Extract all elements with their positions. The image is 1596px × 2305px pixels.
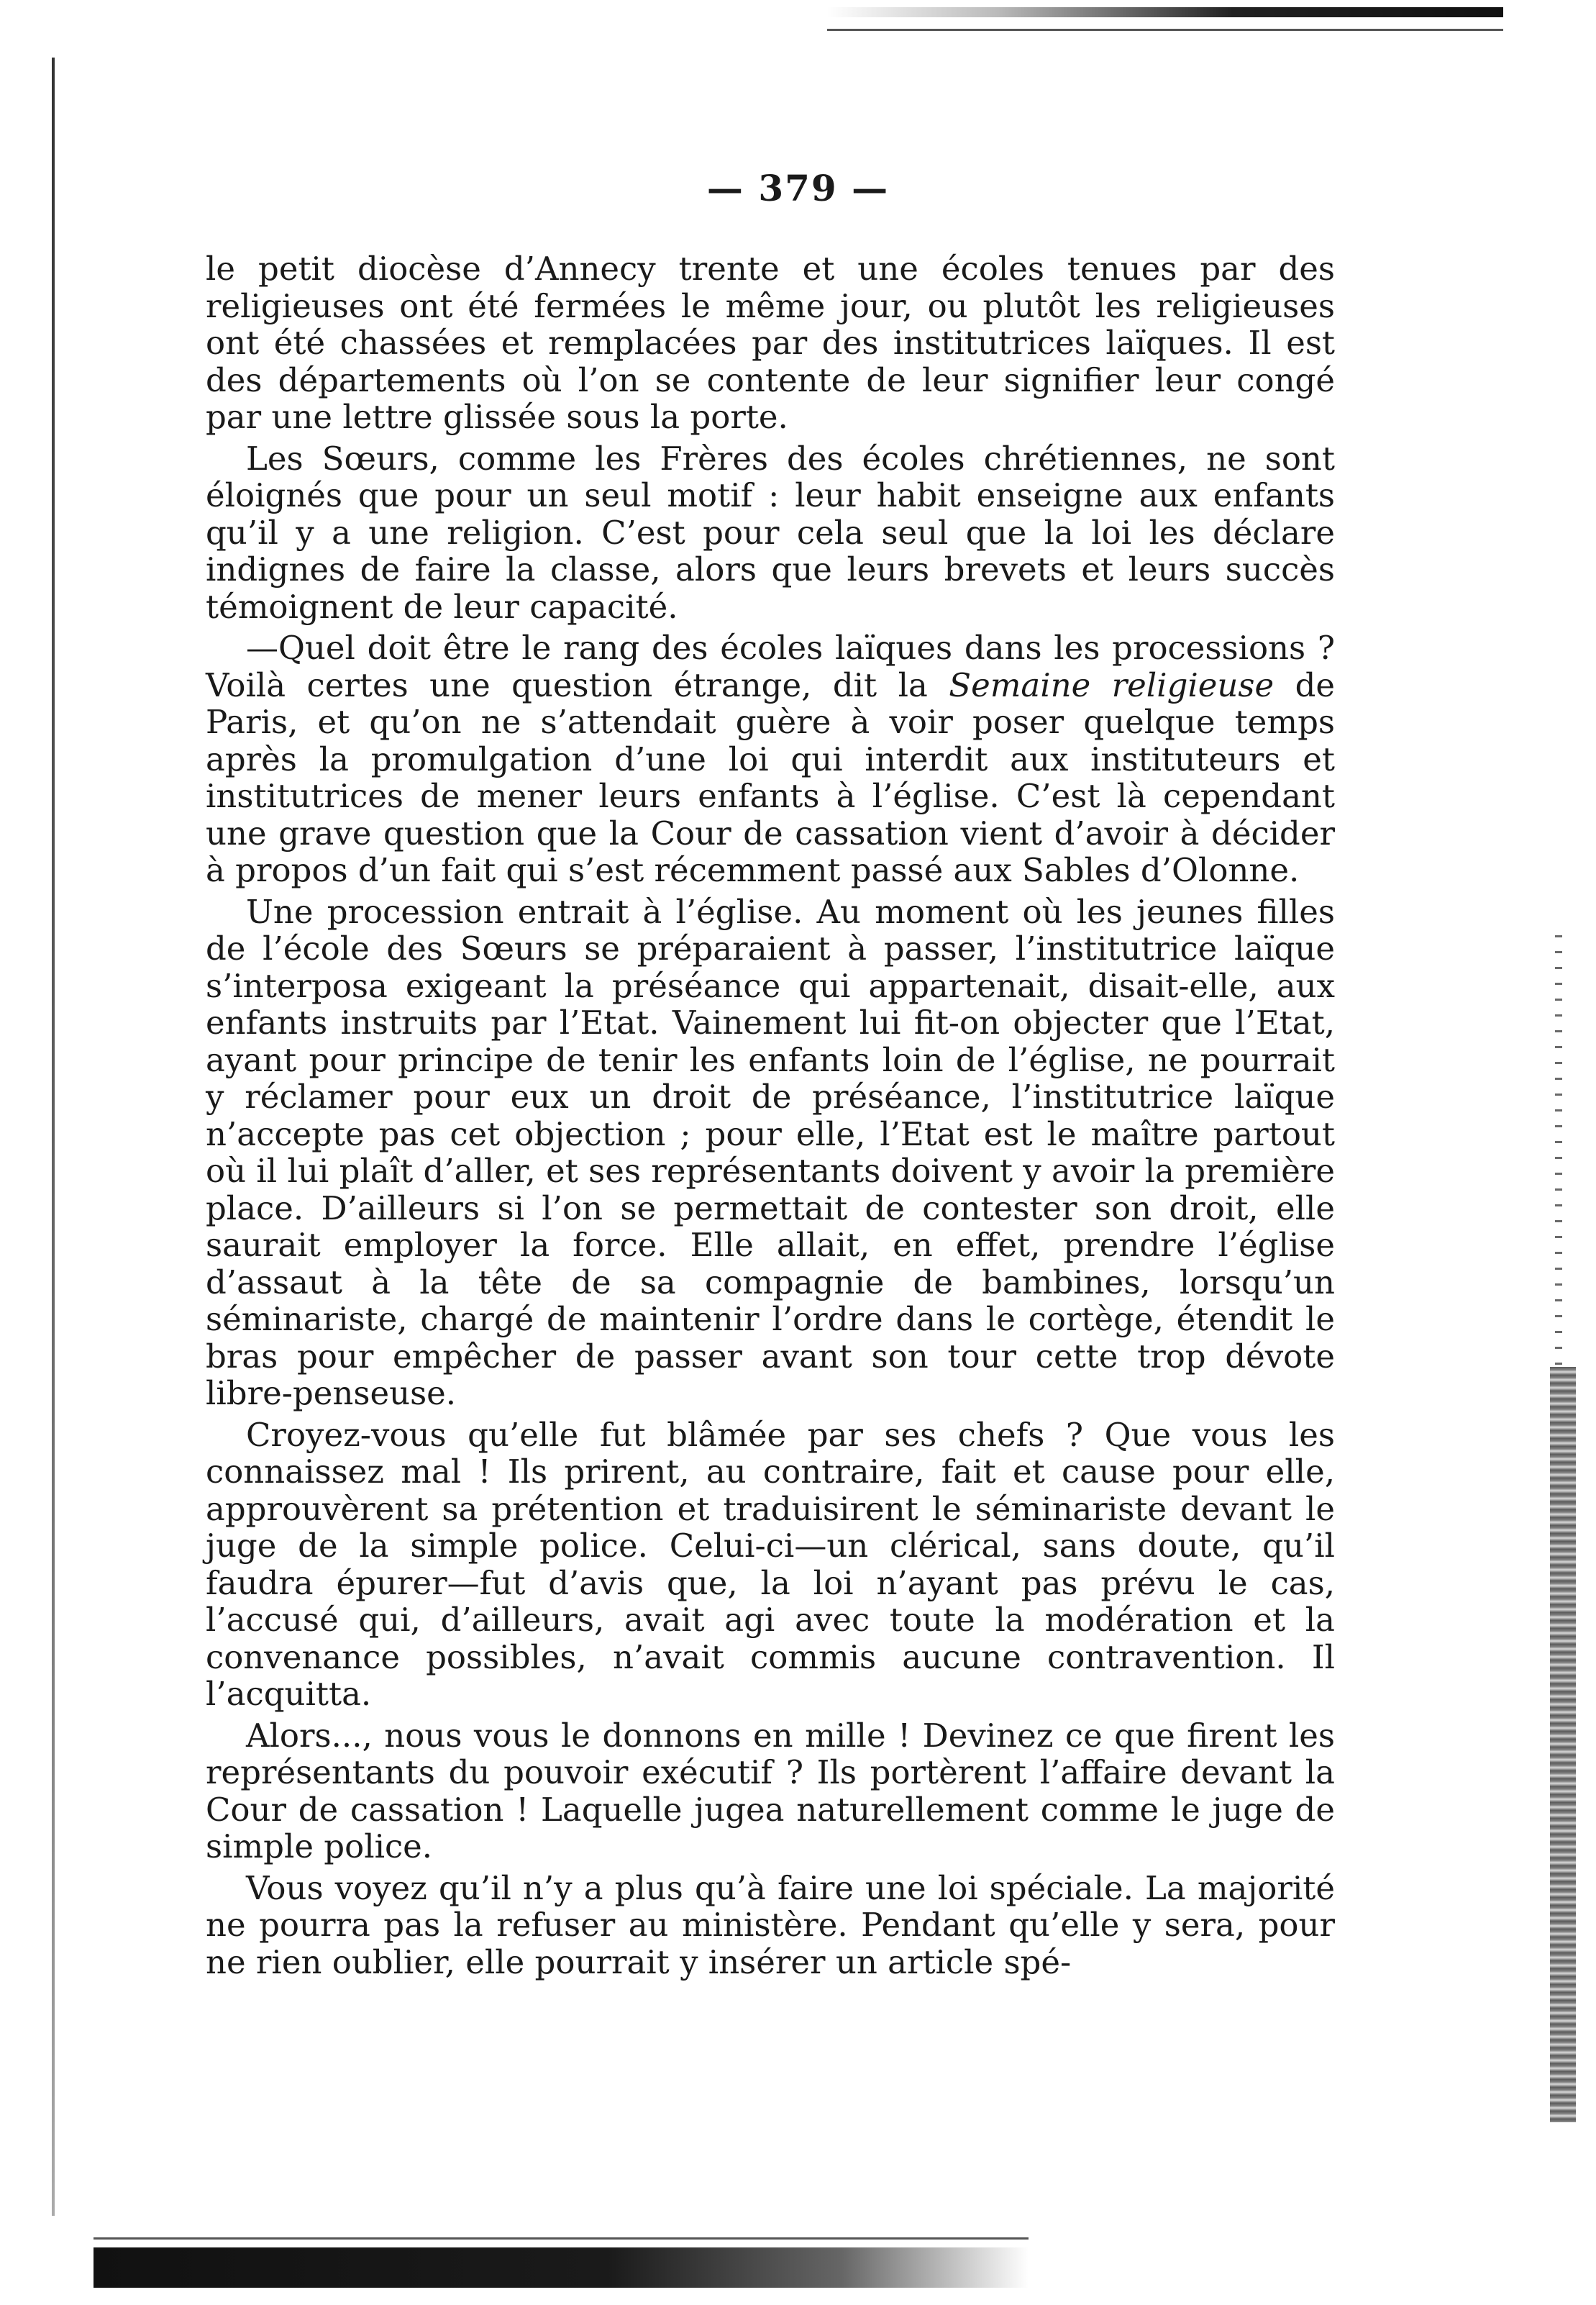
body-text <box>206 250 1335 1981</box>
top-thin-rule <box>827 29 1503 31</box>
paragraph-procession-incident: Une procession entrait à l’église. Au moment où les jeunes filles de l’école des Sœurs se préparaient à passer, l’institutrice laïque s’interposa exigeant la préséance qui appartenait, disait-elle, aux enfants instruits par l’Etat. Vainement lui fit-on objecter que l’Etat, ayant pour principe de tenir les enfants loin de l’église, ne pourrait y réclamer pour eux un droit de préséance, l’institutrice laïque n’accepte pas cet objection ; pour elle, l’Etat est le maître partout où il lui plaît d’aller, et ses représentants doivent y avoir la première place. D’ailleurs si l’on se permettait de contester son droit, elle saurait employer la force. Elle allait, en effet, prendre l’église d’assaut à la tête de sa compagnie de bambines, lorsqu’un séminariste, chargé de maintenir l’ordre dans le cortège, étendit le bras pour empêcher de passer avant son tour cette trop dévote libre-penseuse. <box>206 892 1335 1412</box>
paragraph-processions-question <box>206 629 1335 889</box>
paragraph-processions-lead: —Quel doit être le rang des écoles laïques dans les processions ? Voilà certes une question étrange, dit la <box>206 629 1335 704</box>
page-number: — 379 — <box>706 167 890 209</box>
bottom-scan-rule <box>94 2247 1029 2288</box>
right-edge-speckle-upper <box>1555 935 1562 1367</box>
publication-title-semaine-religieuse: Semaine religieuse <box>949 665 1274 704</box>
paragraph-seminarist-trial: Croyez-vous qu’elle fut blâmée par ses chefs ? Que vous les connaissez mal ! Ils prirent, au contraire, fait et cause pour elle, approuvèrent sa prétention et traduisirent le séminariste devant le juge de la simple police. Celui-ci—un clérical, sans doute, qu’il faudra épurer—fut d’avis que, la loi n’ayant pas prévu le cas, l’accusé qui, d’ailleurs, avait agi avec toute la modération et la convenance possibles, n’avait commis aucune contravention. Il l’acquitta. <box>206 1415 1335 1713</box>
paragraph-special-law: Vous voyez qu’il n’y a plus qu’à faire une loi spéciale. La majorité ne pourra pas la refuser au ministère. Pendant qu’elle y sera, pour ne rien oublier, elle pourrait y insérer un article spé- <box>206 1868 1335 1981</box>
paragraph-cour-de-cassation: Alors..., nous vous le donnons en mille ! Devinez ce que firent les représentants du pouvoir exécutif ? Ils portèrent l’affaire devant la Cour de cassation ! Laquelle jugea naturellement comme le juge de simple police. <box>206 1716 1335 1865</box>
paragraph-sisters-removed: Les Sœurs, comme les Frères des écoles chrétiennes, ne sont éloignés que pour un seul motif : leur habit enseigne aux enfants qu’il y a une religion. C’est pour cela seul que la loi les déclare indignes de faire la classe, alors que leurs brevets et leurs succès témoignent de leur capacité. <box>206 439 1335 626</box>
paragraph-processions-rest: de Paris, et qu’on ne s’attendait guère à voir poser quelque temps après la promulgation d’une loi qui interdit aux instituteurs et institutrices de mener leurs enfants à l’église. C’est là cependant une grave question que la Cour de cassation vient d’avoir à décider à propos d’un fait qui s’est récemment passé aux Sables d’Olonne. <box>206 665 1336 889</box>
top-scan-rule <box>827 7 1503 17</box>
paragraph-annecy-schools: le petit diocèse d’Annecy trente et une écoles tenues par des religieuses ont été fermées le même jour, ou plutôt les religieuses ont été chassées et remplacées par des institutrices laïques. Il est des départements où l’on se contente de leur signifier leur congé par une lettre glissée sous la porte. <box>206 250 1335 436</box>
bottom-thin-rule <box>94 2237 1029 2240</box>
right-edge-speckle-lower <box>1550 1367 1576 2122</box>
left-margin-rule <box>52 58 55 2216</box>
